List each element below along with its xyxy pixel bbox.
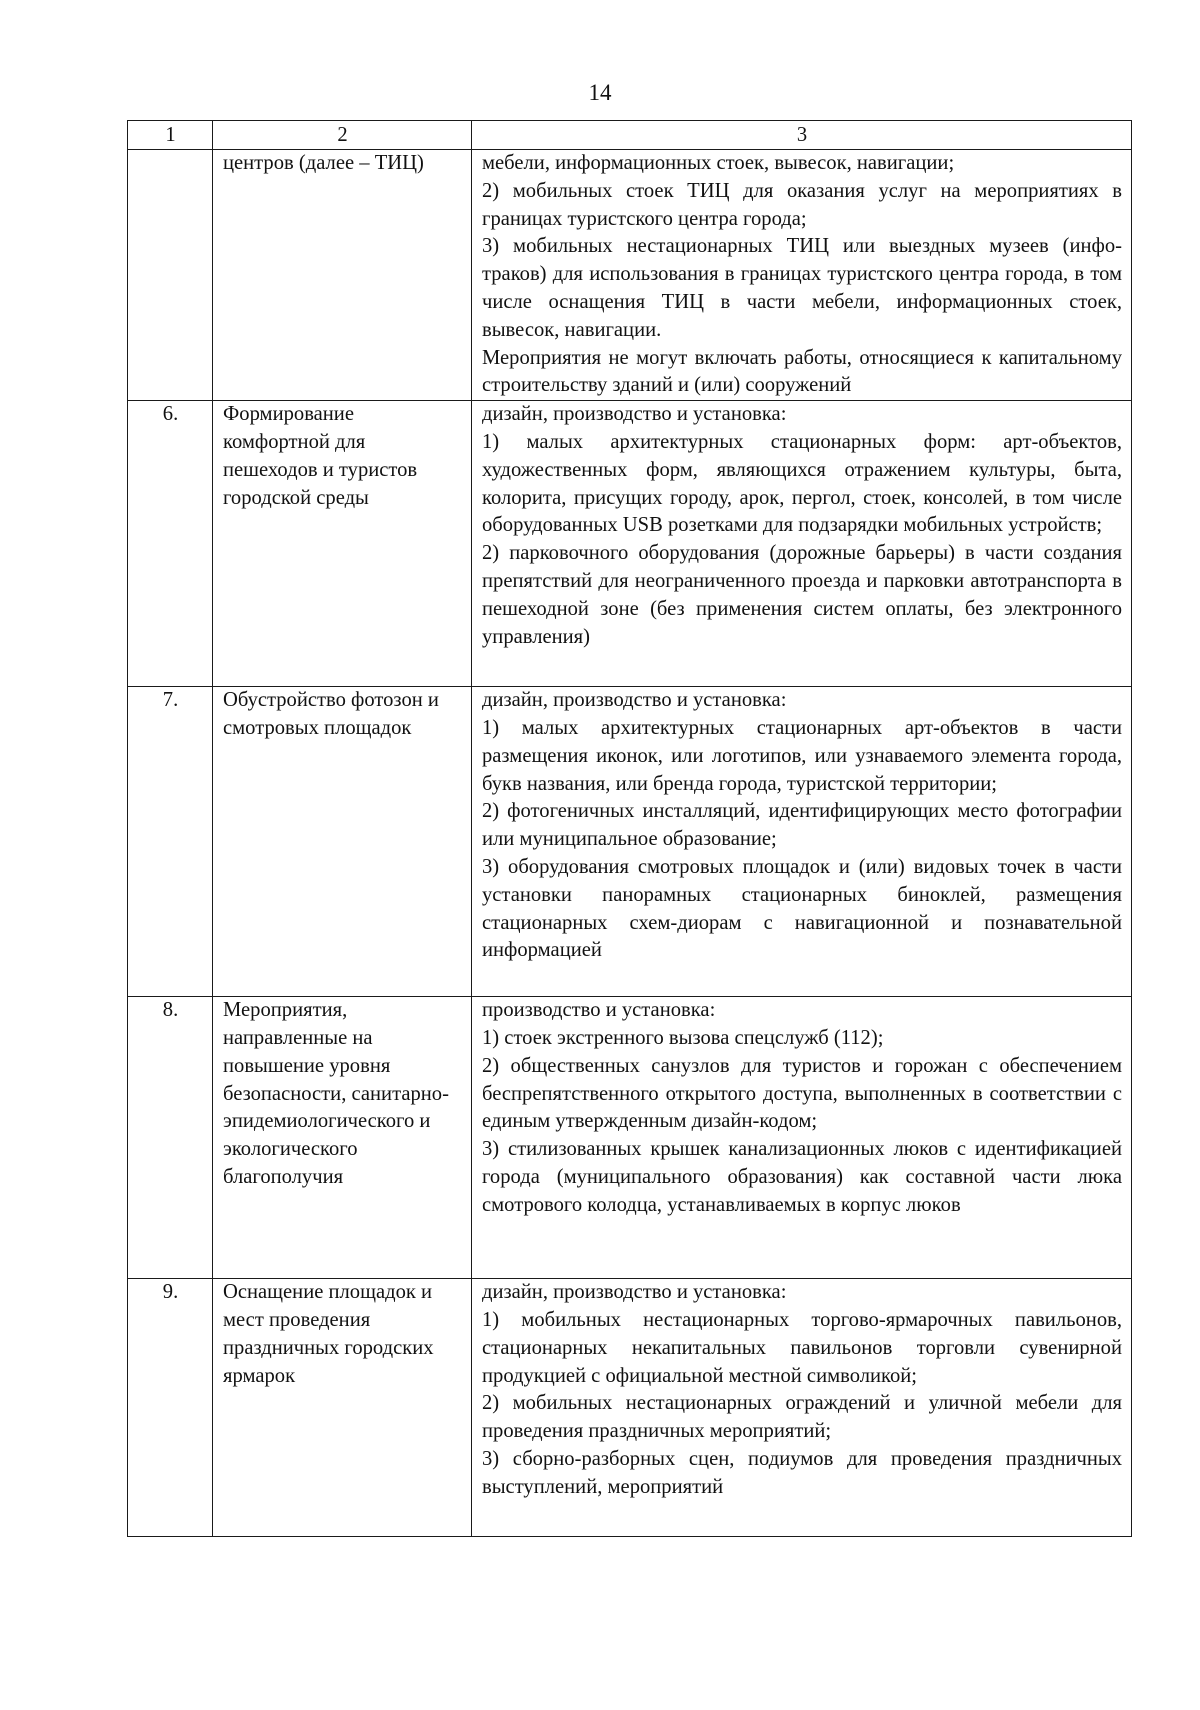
header-row bbox=[128, 121, 1132, 150]
description-paragraph: мебели, информационных стоек, вывесок, навигации; bbox=[482, 152, 955, 174]
row-name: Мероприятия, направленные на повышение уровня безопасности, санитарно-эпидемиологического и экологического благополучия bbox=[213, 997, 472, 1279]
row-name: Оснащение площадок и мест проведения праздничных городских ярмарок bbox=[213, 1279, 472, 1537]
column-header-description: 3 bbox=[472, 121, 1132, 150]
description-paragraph: 1) малых архитектурных стационарных арт-объектов в части размещения иконок, или логотипов, или узнаваемого элемента города, букв названия, или бренда города, туристской территории; bbox=[482, 716, 1122, 795]
description-paragraph: 2) общественных санузлов для туристов и горожан с обеспечением беспрепятственного открытого доступа, выполненных в соответствии с единым утвержденным дизайн-кодом; bbox=[482, 1054, 1122, 1133]
row-description bbox=[472, 401, 1132, 687]
table-row bbox=[128, 150, 1132, 401]
page-number: 14 bbox=[588, 80, 612, 105]
row-number bbox=[128, 150, 213, 401]
row-description bbox=[472, 1279, 1132, 1537]
table-row bbox=[128, 997, 1132, 1279]
description-paragraph: 2) парковочного оборудования (дорожные барьеры) в части создания препятствий для неограниченного проезда и парковки автотранспорта в пешеходной зоне (без применения систем оплаты, без электронного управления) bbox=[482, 542, 1122, 648]
description-paragraph: дизайн, производство и установка: bbox=[482, 1281, 787, 1304]
description-paragraph: 3) оборудования смотровых площадок и (или) видовых точек в части установки панорамных стационарных биноклей, размещения стационарных схем-диорам с навигационной и познавательной информацией bbox=[482, 855, 1122, 962]
description-paragraph: 3) стилизованных крышек канализационных люков с идентификацией города (муниципального образования) как составной части люка смотрового колодца, устанавливаемых в корпус люков bbox=[482, 1138, 1122, 1216]
measures-table bbox=[127, 120, 1132, 1537]
row-name: Формирование комфортной для пешеходов и туристов городской среды bbox=[213, 401, 472, 687]
description-paragraph: 2) фотогеничных инсталляций, идентифицирующих место фотографии или муниципальное образование; bbox=[482, 800, 1122, 851]
description-paragraph: 2) мобильных стоек ТИЦ для оказания услуг на мероприятиях в границах туристского центра города; bbox=[482, 179, 1122, 230]
row-number: 8. bbox=[128, 997, 213, 1279]
table-header bbox=[128, 121, 1132, 150]
column-header-number: 1 bbox=[128, 121, 213, 150]
row-description bbox=[472, 687, 1132, 997]
description-paragraph: 1) мобильных нестационарных торгово-ярмарочных павильонов, стационарных некапитальных павильонов торговли сувенирной продукцией с официальной местной символикой; bbox=[482, 1308, 1122, 1387]
description-paragraph: 3) сборно-разборных сцен, подиумов для проведения праздничных выступлений, мероприятий bbox=[482, 1447, 1122, 1498]
description-paragraph: Мероприятия не могут включать работы, относящиеся к капитальному строительству зданий и (или) сооружений bbox=[482, 346, 1122, 397]
table-row bbox=[128, 401, 1132, 687]
row-number: 6. bbox=[128, 401, 213, 687]
column-header-name: 2 bbox=[213, 121, 472, 150]
row-description bbox=[472, 150, 1132, 401]
description-paragraph: дизайн, производство и установка: bbox=[482, 689, 787, 712]
description-paragraph: производство и установка: bbox=[482, 999, 716, 1022]
description-paragraph: 3) мобильных нестационарных ТИЦ или выездных музеев (инфо-траков) для использования в границах туристского центра города, в том числе оснащения ТИЦ в части мебели, информационных стоек, вывесок, навигации. bbox=[482, 235, 1122, 341]
description-paragraph: дизайн, производство и установка: bbox=[482, 403, 787, 426]
row-name: Обустройство фотозон и смотровых площадок bbox=[213, 687, 472, 997]
table-row bbox=[128, 687, 1132, 997]
row-number: 7. bbox=[128, 687, 213, 997]
row-description bbox=[472, 997, 1132, 1279]
row-number: 9. bbox=[128, 1279, 213, 1537]
row-name: центров (далее – ТИЦ) bbox=[213, 150, 472, 401]
table-row bbox=[128, 1279, 1132, 1537]
description-paragraph: 2) мобильных нестационарных ограждений и уличной мебели для проведения праздничных мероприятий; bbox=[482, 1392, 1122, 1443]
description-paragraph: 1) малых архитектурных стационарных форм: арт-объектов, художественных форм, являющихся отражением культуры, быта, колорита, присущих городу, арок, пергол, стоек, консолей, в том числе оборудованных USB розетками для подзарядки мобильных устройств; bbox=[482, 430, 1122, 537]
description-paragraph: 1) стоек экстренного вызова спецслужб (112); bbox=[482, 1026, 884, 1049]
